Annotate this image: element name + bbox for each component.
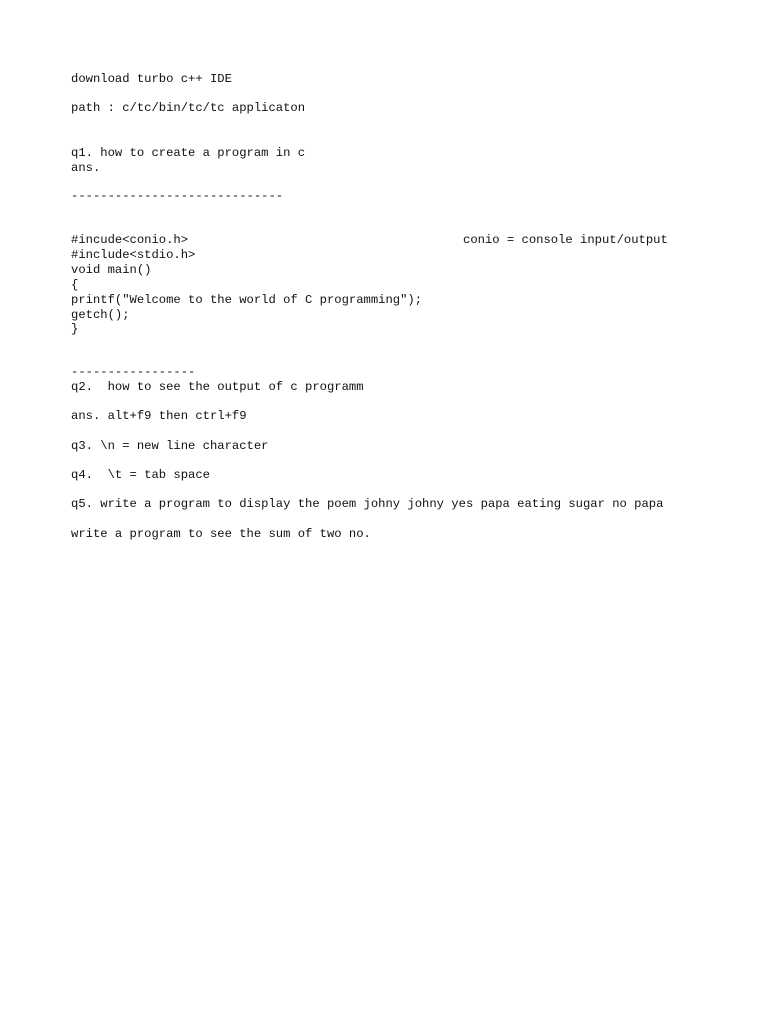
code-line-close-brace: } bbox=[71, 322, 79, 336]
code-line-main: void main() bbox=[71, 263, 152, 277]
answer-2: ans. alt+f9 then ctrl+f9 bbox=[71, 409, 247, 423]
code-line-include-conio: #incude<conio.h> bbox=[71, 233, 189, 247]
code-line-include-stdio: #include<stdio.h> bbox=[71, 248, 196, 262]
text-line-path: path : c/tc/bin/tc/tc applicaton bbox=[71, 101, 306, 115]
text-line-download: download turbo c++ IDE bbox=[71, 72, 232, 86]
text-line-sum-program: write a program to see the sum of two no. bbox=[71, 527, 371, 541]
question-2: q2. how to see the output of c programm bbox=[71, 380, 364, 394]
question-4: q4. \t = tab space bbox=[71, 468, 210, 482]
question-3: q3. \n = new line character bbox=[71, 439, 269, 453]
code-line-getch: getch(); bbox=[71, 308, 130, 322]
code-line-open-brace: { bbox=[71, 278, 79, 292]
separator-line: ----------------------------- bbox=[71, 189, 284, 203]
question-5: q5. write a program to display the poem johny johny yes papa eating sugar no papa bbox=[71, 497, 664, 511]
question-1: q1. how to create a program in c bbox=[71, 146, 306, 160]
separator-line-short: ----------------- bbox=[71, 365, 196, 379]
answer-label: ans. bbox=[71, 161, 101, 175]
side-note: conio = console input/output bbox=[463, 233, 668, 247]
code-line-printf: printf("Welcome to the world of C programming"); bbox=[71, 293, 423, 307]
